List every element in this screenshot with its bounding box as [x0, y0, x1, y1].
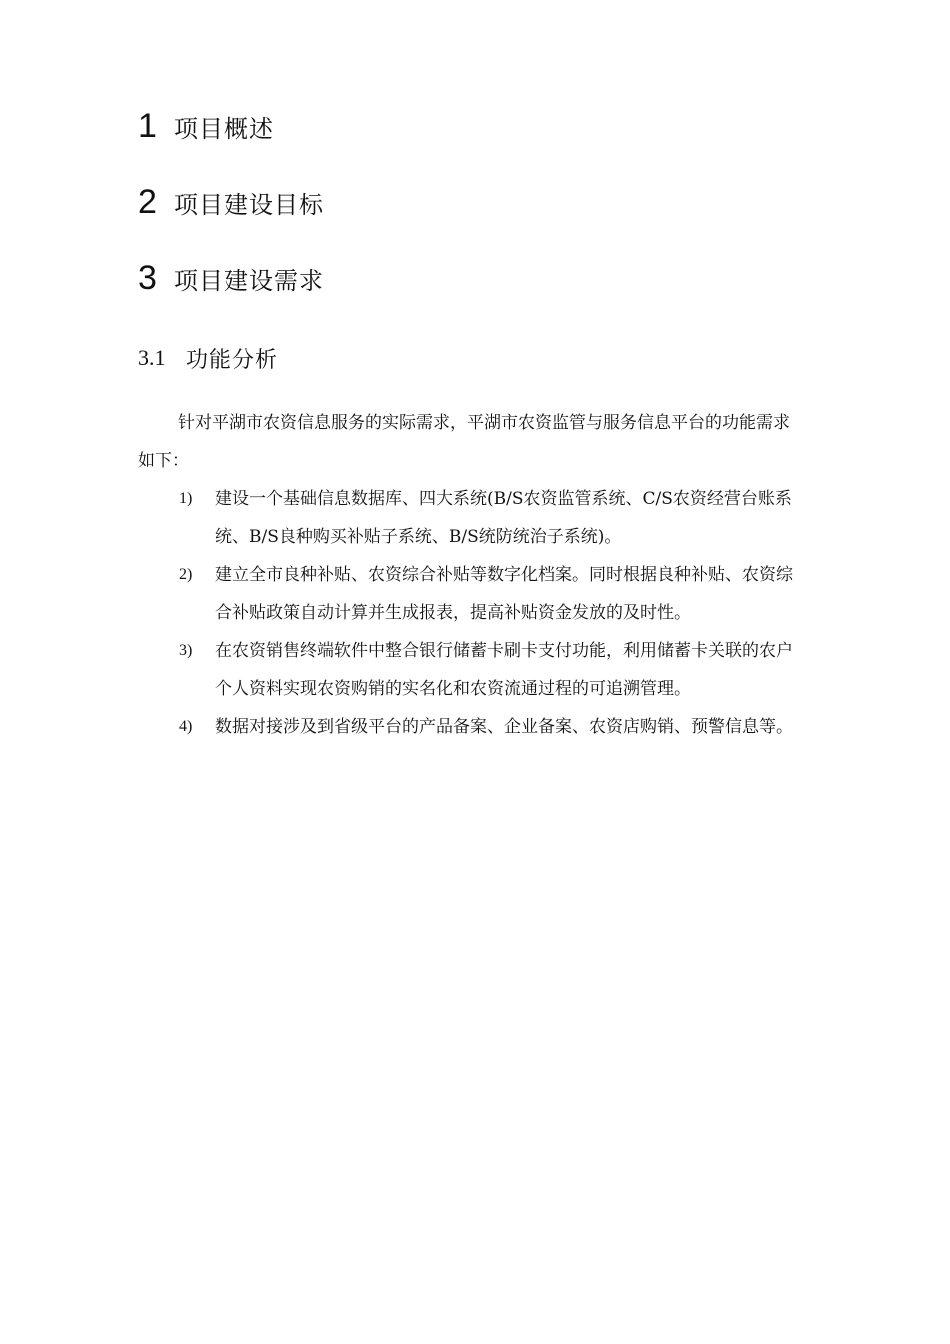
subheading-3-1: [138, 340, 278, 376]
heading-title: 项目概述: [174, 114, 274, 143]
list-marker: 2): [179, 566, 193, 583]
subheading-title: 功能分析: [186, 347, 279, 373]
heading-number: 2: [138, 182, 157, 221]
heading-3: [138, 256, 324, 300]
heading-title: 项目建设目标: [174, 190, 324, 219]
list-marker: 4): [179, 718, 193, 735]
list-item: [138, 480, 808, 556]
list-marker: 1): [179, 490, 193, 507]
list-item-text: 在农资销售终端软件中整合银行储蓄卡刷卡支付功能，利用储蓄卡关联的农户个人资料实现农资购销的实名化和农资流通过程的可追溯管理。: [215, 641, 793, 699]
list-item: [138, 556, 808, 632]
list-marker: 3): [179, 642, 193, 659]
list-item: [138, 632, 808, 708]
list-item-text: 数据对接涉及到省级平台的产品备案、企业备案、农资店购销、预警信息等。: [215, 717, 793, 737]
intro-paragraph: 针对平湖市农资信息服务的实际需求，平湖市农资监管与服务信息平台的功能需求如下：: [138, 413, 790, 471]
heading-number: 3: [138, 258, 157, 297]
list-item: [138, 708, 808, 746]
heading-2: [138, 180, 324, 224]
heading-number: 1: [138, 106, 157, 145]
heading-title: 项目建设需求: [174, 266, 324, 295]
requirements-list: [138, 480, 808, 746]
heading-1: [138, 104, 274, 148]
subheading-number: 3.1: [138, 345, 166, 370]
list-item-text: 建设一个基础信息数据库、四大系统(B/S农资监管系统、C/S农资经营台账系统、B/S良种购买补贴子系统、B/S统防统治子系统)。: [215, 489, 792, 547]
list-item-text: 建立全市良种补贴、农资综合补贴等数字化档案。同时根据良种补贴、农资综合补贴政策自动计算并生成报表，提高补贴资金发放的及时性。: [215, 565, 793, 623]
